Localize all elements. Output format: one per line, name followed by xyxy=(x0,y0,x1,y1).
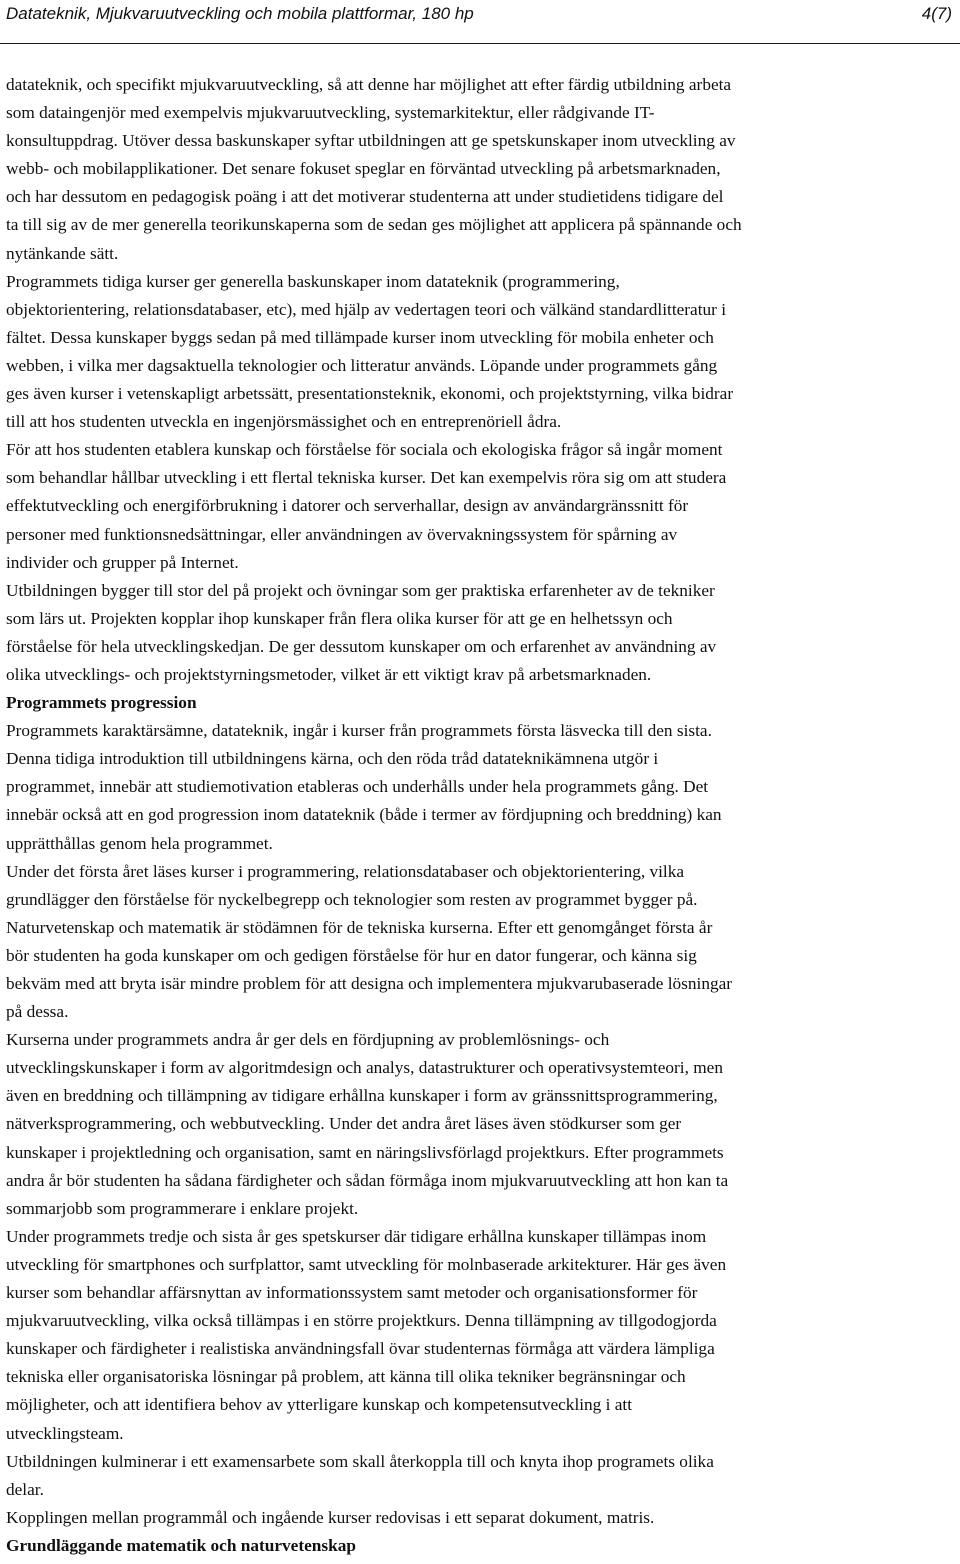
text-line: konsultuppdrag. Utöver dessa baskunskaper syftar utbildningen att ge spetskunskaper inom utveckling av xyxy=(6,131,736,151)
text-line: som behandlar hållbar utveckling i ett flertal tekniska kurser. Det kan exempelvis röra sig om att studera xyxy=(6,468,727,488)
section-heading: Grundläggande matematik och naturvetenskap xyxy=(6,1535,356,1555)
document-body xyxy=(6,71,956,1560)
text-line: utveckling för smartphones och surfplattor, samt utveckling för molnbaserade arkitekturer. Här ges även xyxy=(6,1254,727,1274)
text-line: på dessa. xyxy=(6,1002,69,1022)
document-title: Datateknik, Mjukvaruutveckling och mobila plattformar, 180 hp xyxy=(6,4,474,23)
text-line: bör studenten ha goda kunskaper om och gedigen förståelse för hur en dator fungerar, och känna sig xyxy=(6,945,697,965)
text-line: Programmets karaktärsämne, datateknik, ingår i kurser från programmets första läsvecka till den sista. xyxy=(6,721,712,741)
text-line: bekväm med att bryta isär mindre problem för att designa och implementera mjukvarubaserade lösningar xyxy=(6,974,733,993)
text-line: personer med funktionsnedsättningar, eller användningen av övervakningssystem för spårning av xyxy=(6,524,678,544)
text-line: nätverksprogrammering, och webbutveckling. Under det andra året läses även stödkurser som ger xyxy=(6,1114,682,1134)
text-line: Denna tidiga introduktion till utbildningens kärna, och den röda tråd datateknikämnena utgör i xyxy=(6,749,659,769)
text-line: kurser som behandlar affärsnyttan av informationssystem samt metoder och organisationsformer för xyxy=(6,1283,698,1303)
text-line: webb- och mobilapplikationer. Det senare fokuset speglar en förväntad utveckling på arbetsmarknaden, xyxy=(6,159,721,179)
text-line: möjligheter, och att identifiera behov av ytterligare kunskap och kompetensutveckling i att xyxy=(6,1395,633,1415)
text-line: tekniska eller organisatoriska lösningar på problem, att känna till olika tekniker begränsningar och xyxy=(6,1367,686,1387)
text-line: ta till sig av de mer generella teorikunskaperna som de sedan ges möjlighet att applicera på spännande och xyxy=(6,215,742,235)
text-line: webben, i vilka mer dagsaktuella teknologier och litteratur används. Löpande under programmets gång xyxy=(6,355,718,375)
text-line: Utbildningen kulminerar i ett examensarbete som skall återkoppla till och knyta ihop programets olika xyxy=(6,1451,714,1471)
text-line: till att hos studenten utveckla en ingenjörsmässighet och en entreprenöriell ådra. xyxy=(6,412,562,432)
text-line: upprätthållas genom hela programmet. xyxy=(6,833,273,853)
text-line: individer och grupper på Internet. xyxy=(6,552,239,572)
text-line: andra år bör studenten ha sådana färdigheter och sådan förmåga inom mjukvaruutveckling att hon kan ta xyxy=(6,1170,729,1190)
text-line: Under det första året läses kurser i programmering, relationsdatabaser och objektorientering, vilka xyxy=(6,861,685,881)
text-line: objektorientering, relationsdatabaser, etc), med hjälp av vedertagen teori och välkänd standardlitteratur i xyxy=(6,299,727,319)
text-line: Kurserna under programmets andra år ger dels en fördjupning av problemlösnings- och xyxy=(6,1030,610,1050)
text-line: För att hos studenten etablera kunskap och förståelse för sociala och ekologiska frågor så ingår moment xyxy=(6,440,723,460)
text-line: programmet, innebär att studiemotivation etableras och underhålls under hela programmets gång. Det xyxy=(6,777,709,797)
text-line: Utbildningen bygger till stor del på projekt och övningar som ger praktiska erfarenheter av de tekniker xyxy=(6,580,715,600)
text-line: effektutveckling och energiförbrukning i datorer och serverhallar, design av användargränssnitt för xyxy=(6,496,689,516)
text-line: Kopplingen mellan programmål och ingående kurser redovisas i ett separat dokument, matris. xyxy=(6,1507,655,1527)
text-line: Naturvetenskap och matematik är stödämnen för de tekniska kurserna. Efter ett genomgånget första år xyxy=(6,917,713,937)
text-line: delar. xyxy=(6,1479,44,1499)
text-line: som dataingenjör med exempelvis mjukvaruutveckling, systemarkitektur, eller rådgivande IT- xyxy=(6,103,655,123)
text-line: nytänkande sätt. xyxy=(6,243,119,263)
text-line: mjukvaruutveckling, vilka också tillämpas i en större projektkurs. Denna tillämpning av tillgodogjorda xyxy=(6,1311,717,1331)
text-line: grundlägger den förståelse för nyckelbegrepp och teknologier som resten av programmet bygger på. xyxy=(6,889,698,909)
section-heading: Programmets progression xyxy=(6,693,197,713)
text-line: datateknik, och specifikt mjukvaruutveckling, så att denne har möjlighet att efter färdig utbildning arbeta xyxy=(6,75,732,94)
text-line: även en breddning och tillämpning av tidigare erhållna kunskaper i form av gränssnittsprogrammering, xyxy=(6,1086,718,1106)
text-line: olika utvecklings- och projektstyrningsmetoder, vilket är ett viktigt krav på arbetsmarknaden. xyxy=(6,664,652,684)
text-line: Programmets tidiga kurser ger generella baskunskaper inom datateknik (programmering, xyxy=(6,271,620,291)
text-line: innebär också att en god progression inom datateknik (både i termer av fördjupning och breddning) kan xyxy=(6,805,722,825)
text-line: kunskaper och färdigheter i realistiska användningsfall övar studenternas förmåga att värdera lämpliga xyxy=(6,1339,715,1359)
text-line: förståelse för hela utvecklingskedjan. De ger dessutom kunskaper om och erfarenhet av användning av xyxy=(6,636,717,656)
text-line: fältet. Dessa kunskaper byggs sedan på med tillämpade kurser inom utveckling för mobila enheter och xyxy=(6,327,714,347)
text-line: och har dessutom en pedagogisk poäng i att det motiverar studenterna att under studietidens tidigare del xyxy=(6,187,724,207)
text-line: ges även kurser i vetenskapligt arbetssätt, presentationsteknik, ekonomi, och projektstyrning, vilka bidrar xyxy=(6,384,734,404)
page-header xyxy=(0,0,960,44)
text-line: utvecklingskunskaper i form av algoritmdesign och analys, datastrukturer och operativsystemteori, men xyxy=(6,1058,723,1078)
text-line: utvecklingsteam. xyxy=(6,1423,124,1443)
text-line: kunskaper i projektledning och organisation, samt en näringslivsförlagd projektkurs. Efter programmets xyxy=(6,1142,724,1162)
text-line: Under programmets tredje och sista år ges spetskurser där tidigare erhållna kunskaper tillämpas inom xyxy=(6,1226,707,1246)
text-line: som lärs ut. Projekten kopplar ihop kunskaper från flera olika kurser för att ge en helhetssyn och xyxy=(6,608,673,628)
text-line: sommarjobb som programmerare i enklare projekt. xyxy=(6,1198,359,1218)
page-number: 4(7) xyxy=(921,4,952,23)
